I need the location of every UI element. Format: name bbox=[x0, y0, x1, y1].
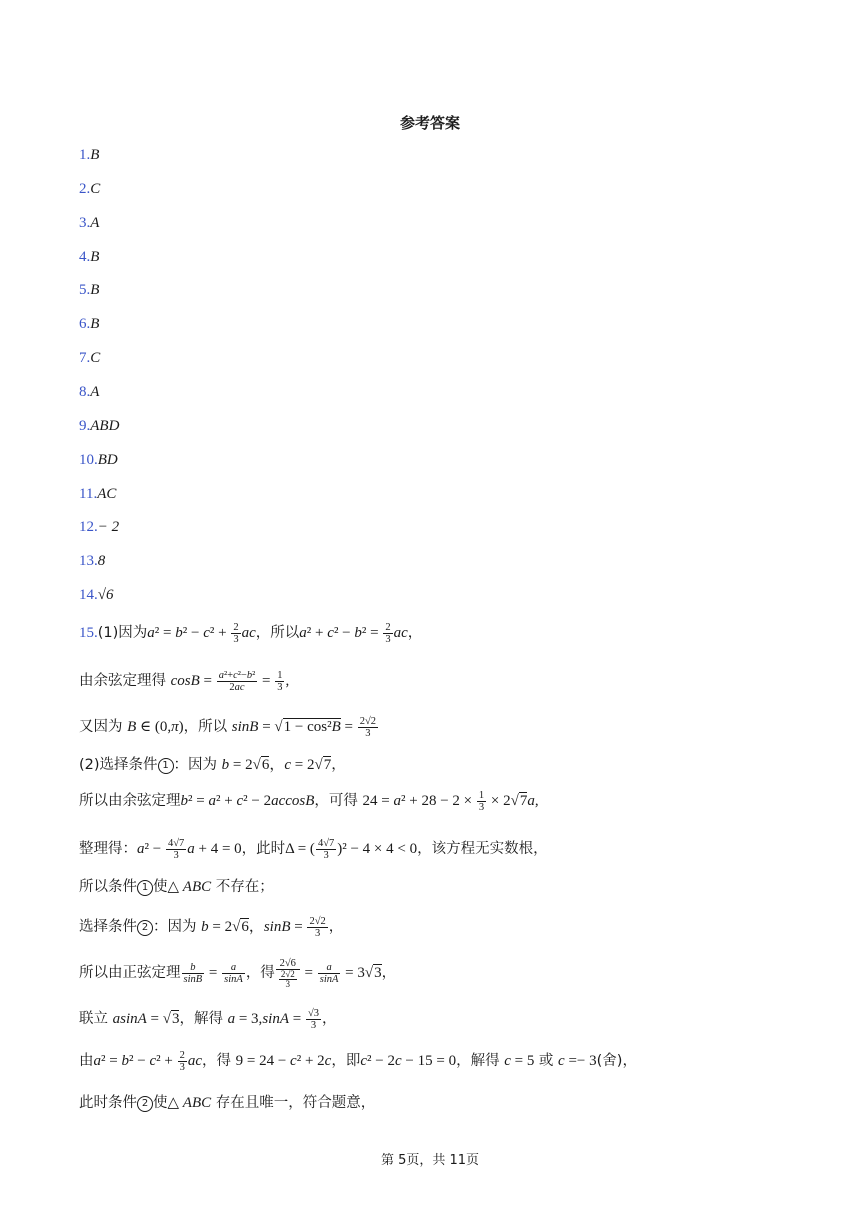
answer-value: C bbox=[90, 181, 101, 197]
page-footer: 第 5页，共 11页 bbox=[380, 1153, 480, 1168]
q15-line-10: 联立 asinA = √3，解得 a = 3,sinA = $\frac{√3}{3}$ ， bbox=[79, 1008, 337, 1032]
answer-value: ABD bbox=[90, 418, 120, 434]
q15-line-9: 所以由正弦定理 $\frac{b}{\sin B}$ = $\frac{a}{\sin A}$ ，得 $\frac{2√6}{\frac{2√2}{3}}$ = $\frac{a}{\sin A}$ = 3√3， bbox=[79, 958, 397, 989]
answer-item bbox=[79, 417, 119, 435]
answer-number: 13. bbox=[79, 553, 98, 569]
answer-item bbox=[79, 349, 100, 367]
answer-value: B bbox=[90, 282, 100, 298]
circled-one-icon: 1 bbox=[158, 758, 174, 774]
answer-number: 4. bbox=[79, 249, 91, 265]
answer-value: A bbox=[90, 384, 100, 400]
q15-line-11: 由a² = b² − c² + $\frac{2}{3}$ ac，得 9 = 24 − c² + 2c，即c² − 2c − 15 = 0，解得 c = 5 或 c =− 3(舍)， bbox=[79, 1050, 637, 1074]
q15-line-2: 由余弦定理得 cosB = $\frac{\text{a²+c²−b²}}{2ac}$ = $\frac{1}{3}$ , bbox=[79, 670, 290, 694]
answer-item bbox=[79, 248, 99, 266]
q15-line-1: 15.(1)因为a² = b² − c² + $\frac{2}{3}$ ac，所以a² + c² − b² = $\frac{2}{3}$ ac， bbox=[79, 622, 423, 646]
answer-item bbox=[79, 485, 116, 503]
answer-number: 14. bbox=[79, 587, 98, 603]
answer-number: 6. bbox=[79, 316, 91, 332]
q15-line-3: 又因为 B ∈ (0,π)，所以 sinB = √1 − cos²B = $\frac{2√2}{3}$ bbox=[79, 716, 376, 740]
q15-line-4: (2)选择条件 1 ：因为 b = 2√6，c = 2√7， bbox=[79, 757, 346, 773]
question-number: 15. bbox=[79, 625, 98, 641]
answer-item bbox=[79, 586, 113, 604]
circled-two-icon: 2 bbox=[137, 920, 153, 936]
answer-item bbox=[79, 451, 118, 469]
answer-number: 8. bbox=[79, 384, 91, 400]
answer-value: B bbox=[90, 316, 100, 332]
answer-item bbox=[79, 180, 100, 198]
answer-value: AC bbox=[97, 486, 117, 502]
circled-one-icon: 1 bbox=[137, 880, 153, 896]
answer-value: B bbox=[90, 249, 100, 265]
answer-value: A bbox=[90, 215, 100, 231]
answer-number: 1. bbox=[79, 147, 91, 163]
answer-number: 2. bbox=[79, 181, 91, 197]
page-title: 参考答案 bbox=[399, 114, 460, 132]
q15-line-6: 整理得：a² − $\frac{4√7}{3}$ a + 4 = 0，此时Δ = ( $\frac{4√7}{3}$ )² − 4 × 4 < 0，该方程无实数根， bbox=[79, 838, 548, 862]
answer-number: 9. bbox=[79, 418, 91, 434]
answer-value: C bbox=[90, 350, 101, 366]
answer-number: 7. bbox=[79, 350, 91, 366]
answer-value: 8 bbox=[97, 553, 106, 569]
answer-value: B bbox=[90, 147, 100, 163]
answer-value: √6 bbox=[97, 587, 114, 603]
q15-line-8: 选择条件 2 ：因为 b = 2√6，sinB = $\frac{2√2}{3}$ ， bbox=[79, 916, 344, 940]
q15-line-7: 所以条件 1 使△ ABC 不存在； bbox=[79, 879, 274, 895]
answer-item bbox=[79, 552, 105, 570]
q15-line-12: 此时条件 2 使△ ABC 存在且唯一，符合题意， bbox=[79, 1095, 376, 1111]
answer-item bbox=[79, 146, 99, 164]
answer-value: − 2 bbox=[97, 519, 120, 535]
answer-item bbox=[79, 518, 119, 536]
answer-value: BD bbox=[97, 452, 118, 468]
answer-item bbox=[79, 315, 99, 333]
answer-item bbox=[79, 214, 99, 232]
answer-number: 10. bbox=[79, 452, 98, 468]
answer-number: 3. bbox=[79, 215, 91, 231]
answer-number: 5. bbox=[79, 282, 91, 298]
answer-item bbox=[79, 281, 99, 299]
answer-number: 12. bbox=[79, 519, 98, 535]
circled-two-icon: 2 bbox=[137, 1096, 153, 1112]
answer-number: 11. bbox=[79, 486, 98, 502]
q15-line-5: 所以由余弦定理b² = a² + c² − 2accosB，可得 24 = a² + 28 − 2 × $\frac{1}{3}$ × 2√7a, bbox=[79, 790, 539, 814]
answer-item bbox=[79, 383, 99, 401]
